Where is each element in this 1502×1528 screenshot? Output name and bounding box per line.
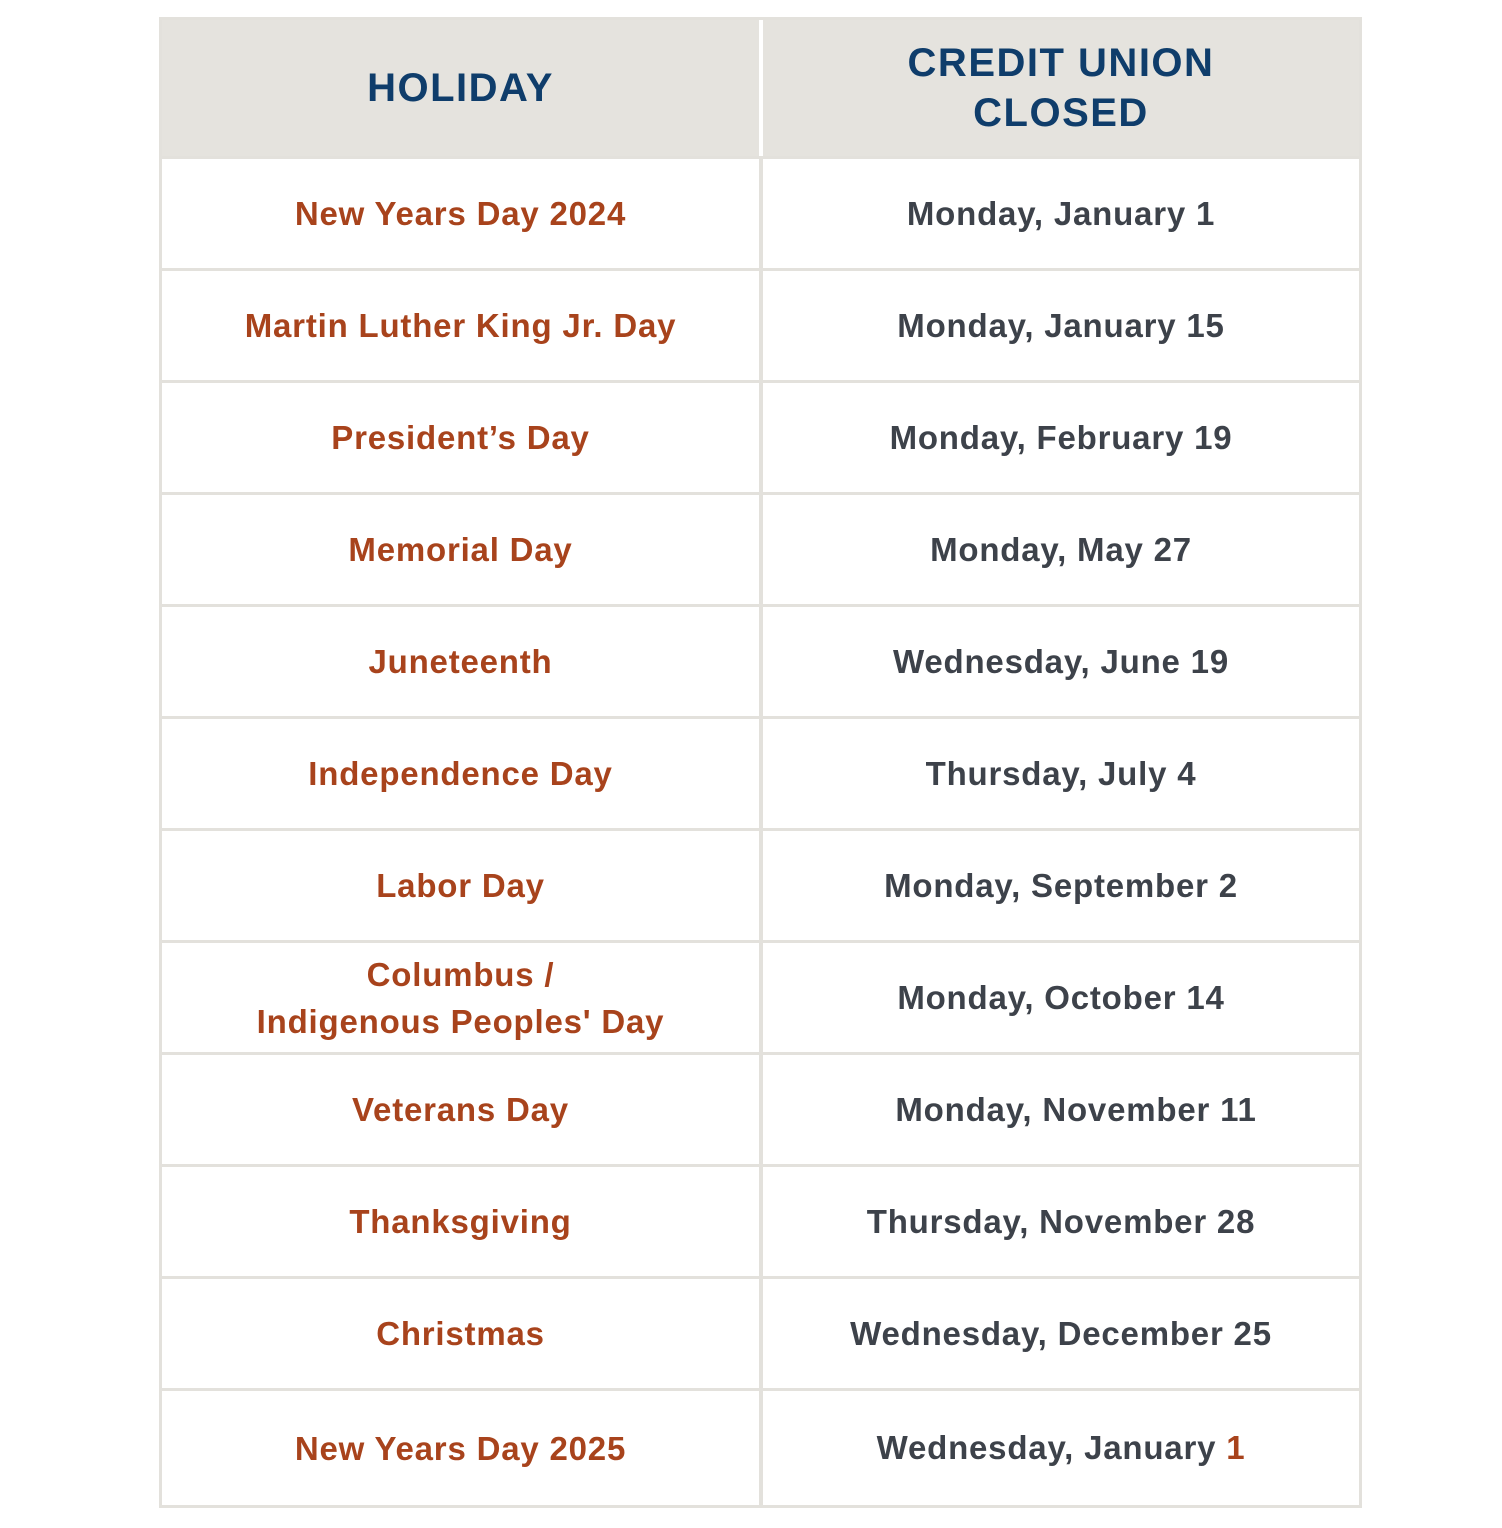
- closed-date: Monday, May 27: [930, 530, 1192, 568]
- table-row: [162, 1052, 1359, 1164]
- table-row: [162, 828, 1359, 940]
- closed-cell: [763, 383, 1359, 492]
- closed-date: Monday, November 11: [895, 1090, 1257, 1128]
- table-row: [162, 1276, 1359, 1388]
- table-row: [162, 268, 1359, 380]
- holiday-name: Christmas: [376, 1315, 545, 1352]
- table-row: [162, 716, 1359, 828]
- closed-date: Monday, October 14: [897, 978, 1225, 1016]
- holiday-cell: [162, 383, 763, 492]
- closed-date: Thursday, November 28: [866, 1202, 1256, 1240]
- holiday-cell: [162, 1167, 763, 1276]
- holiday-name: Labor Day: [376, 867, 545, 904]
- holiday-cell: [162, 607, 763, 716]
- closed-date-text: Wednesday, January: [876, 1429, 1217, 1466]
- holiday-cell: [162, 1279, 763, 1388]
- holiday-name: Thanksgiving: [349, 1203, 572, 1240]
- closed-date: Monday, January 15: [897, 306, 1225, 344]
- table-row: [162, 1164, 1359, 1276]
- closed-date: Thursday, July 4: [925, 754, 1197, 792]
- holiday-name: Columbus / Indigenous Peoples' Day: [256, 955, 665, 1040]
- closed-date: Monday, January 1: [906, 194, 1216, 232]
- table-row: [162, 940, 1359, 1052]
- closed-cell: [763, 271, 1359, 380]
- holiday-name: Juneteenth: [368, 643, 553, 680]
- closed-date: Monday, September 2: [884, 866, 1238, 904]
- closed-cell: [763, 1279, 1359, 1388]
- closed-cell: [763, 1391, 1359, 1505]
- holiday-name: Veterans Day: [352, 1091, 569, 1128]
- closed-cell: [763, 607, 1359, 716]
- holiday-cell: [162, 271, 763, 380]
- closed-cell: [763, 719, 1359, 828]
- closed-cell: [763, 831, 1359, 940]
- holiday-cell: [162, 831, 763, 940]
- holiday-name: New Years Day 2025: [294, 1429, 627, 1467]
- table-header-row: [162, 20, 1359, 156]
- header-closed-label: CREDIT UNION CLOSED: [907, 41, 1215, 135]
- holiday-cell: [162, 719, 763, 828]
- table-row: [162, 1388, 1359, 1505]
- table-row: [162, 380, 1359, 492]
- holiday-name: Independence Day: [308, 755, 613, 792]
- header-holiday-label: HOLIDAY: [367, 66, 554, 110]
- closed-date: Monday, February 19: [889, 418, 1233, 456]
- holiday-name: New Years Day 2024: [294, 195, 627, 232]
- table-row: [162, 492, 1359, 604]
- holiday-cell: [162, 495, 763, 604]
- holiday-cell: [162, 943, 763, 1052]
- closed-cell: [763, 943, 1359, 1052]
- table-row: [162, 156, 1359, 268]
- holiday-cell: [162, 159, 763, 268]
- holiday-name: Martin Luther King Jr. Day: [244, 307, 677, 344]
- header-cell-closed: [763, 20, 1359, 156]
- holiday-cell: [162, 1391, 763, 1505]
- header-cell-holiday: [162, 20, 763, 156]
- holiday-name: Memorial Day: [348, 531, 573, 568]
- closed-date: Wednesday, December 25: [850, 1314, 1272, 1352]
- closed-date: Wednesday, June 19: [893, 642, 1229, 680]
- closed-cell: [763, 495, 1359, 604]
- closed-cell: [763, 1055, 1359, 1164]
- closed-cell: [763, 1167, 1359, 1276]
- holiday-name: President’s Day: [331, 419, 590, 456]
- holiday-schedule-table: [159, 17, 1362, 1508]
- table-row: [162, 604, 1359, 716]
- closed-date-accent: 1: [1226, 1429, 1246, 1466]
- closed-cell: [763, 159, 1359, 268]
- holiday-cell: [162, 1055, 763, 1164]
- closed-date: [877, 1429, 1246, 1467]
